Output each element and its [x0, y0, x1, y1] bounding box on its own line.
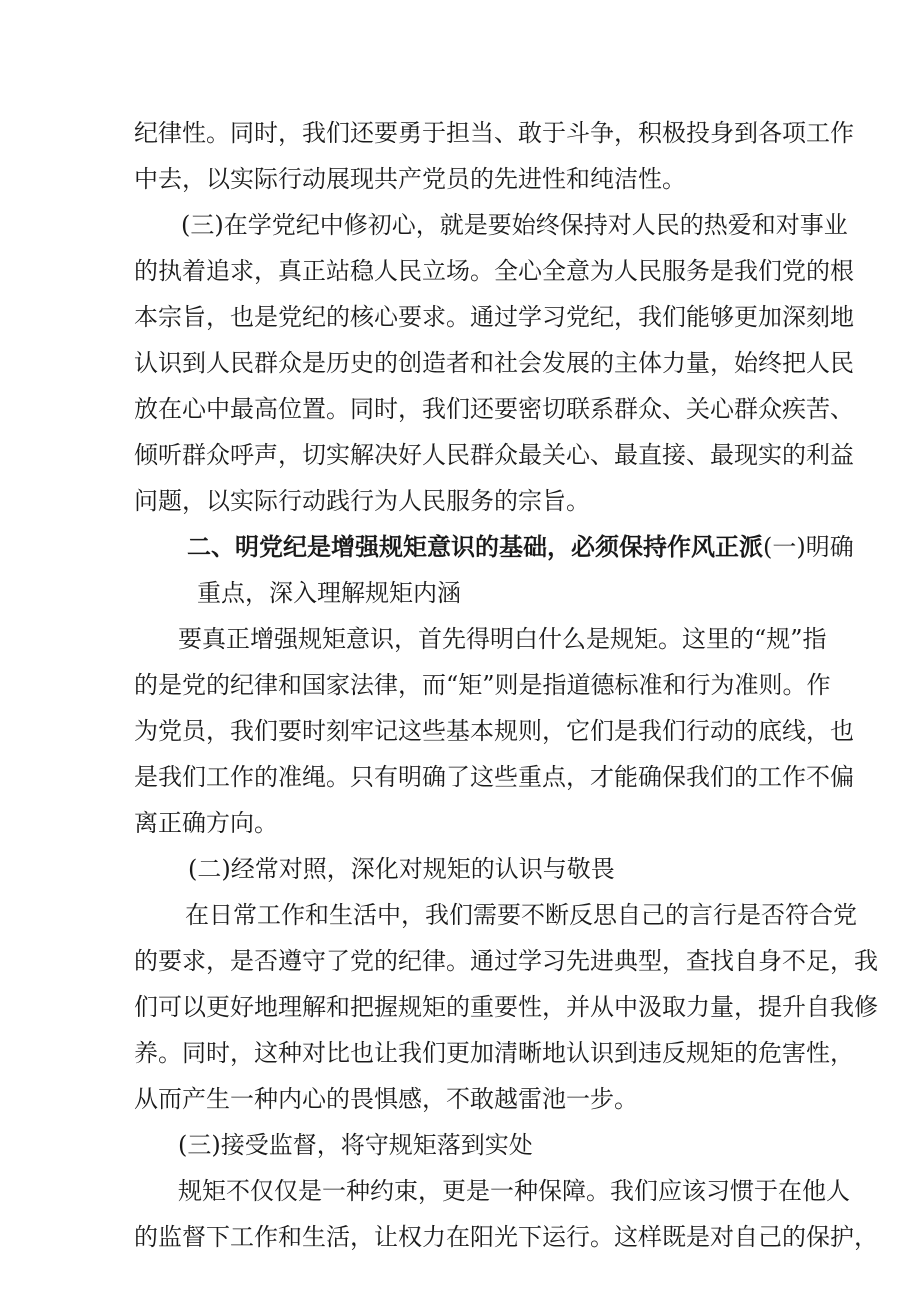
paragraph-line: 在日常工作和生活中，我们需要不断反思自己的言行是否符合党	[185, 901, 857, 929]
paragraph-line: 们可以更好地理解和把握规矩的重要性，并从中汲取力量，提升自我修	[134, 993, 878, 1021]
paragraph-line: 养。同时，这种对比也让我们更加清晰地认识到违反规矩的危害性，	[134, 1039, 854, 1067]
paragraph-line: 本宗旨，也是党纪的核心要求。通过学习党纪，我们能够更加深刻地	[134, 303, 854, 331]
paragraph-line: 的执着追求，真正站稳人民立场。全心全意为人民服务是我们党的根	[134, 257, 854, 285]
paragraph-line: (三)在学党纪中修初心，就是要始终保持对人民的热爱和对事业	[181, 211, 848, 239]
paragraph-line: 要真正增强规矩意识，首先得明白什么是规矩。这里的“规”指	[178, 625, 827, 653]
paragraph-line: 放在心中最高位置。同时，我们还要密切联系群众、关心群众疾苦、	[134, 395, 854, 423]
paragraph-line: 问题，以实际行动践行为人民服务的宗旨。	[134, 487, 590, 515]
section-heading: 二、明党纪是增强规矩意识的基础，必须保持作风正派	[187, 533, 763, 561]
paragraph-line: 是我们工作的准绳。只有明确了这些重点，才能确保我们的工作不偏	[134, 763, 854, 791]
paragraph-line: 纪律性。同时，我们还要勇于担当、敢于斗争，积极投身到各项工作	[134, 119, 854, 147]
section-heading-line	[187, 531, 854, 563]
paragraph-line: 中去，以实际行动展现共产党员的先进性和纯洁性。	[134, 165, 686, 193]
subheading-continuation: 重点，深入理解规矩内涵	[197, 579, 461, 607]
paragraph-line: 倾听群众呼声，切实解决好人民群众最关心、最直接、最现实的利益	[134, 441, 854, 469]
paragraph-line: 为党员，我们要时刻牢记这些基本规则，它们是我们行动的底线，也	[134, 717, 854, 745]
paragraph-line: 认识到人民群众是历史的创造者和社会发展的主体力量，始终把人民	[134, 349, 854, 377]
paragraph-line: 离正确方向。	[134, 809, 278, 837]
paragraph-line: 的是党的纪律和国家法律，而“矩”则是指道德标准和行为准则。作	[134, 671, 831, 699]
paragraph-line: 规矩不仅仅是一种约束，更是一种保障。我们应该习惯于在他人	[178, 1177, 850, 1205]
subheading: (三)接受监督，将守规矩落到实处	[178, 1131, 533, 1159]
paragraph-line: 的监督下工作和生活，让权力在阳光下运行。这样既是对自己的保护，	[134, 1223, 878, 1251]
paragraph-line: 从而产生一种内心的畏惧感，不敢越雷池一步。	[134, 1085, 638, 1113]
paragraph-line: 的要求，是否遵守了党的纪律。通过学习先进典型，查找自身不足，我	[134, 947, 878, 975]
subheading-inline: (一)明确	[763, 533, 854, 561]
subheading: (二)经常对照，深化对规矩的认识与敬畏	[188, 855, 615, 883]
